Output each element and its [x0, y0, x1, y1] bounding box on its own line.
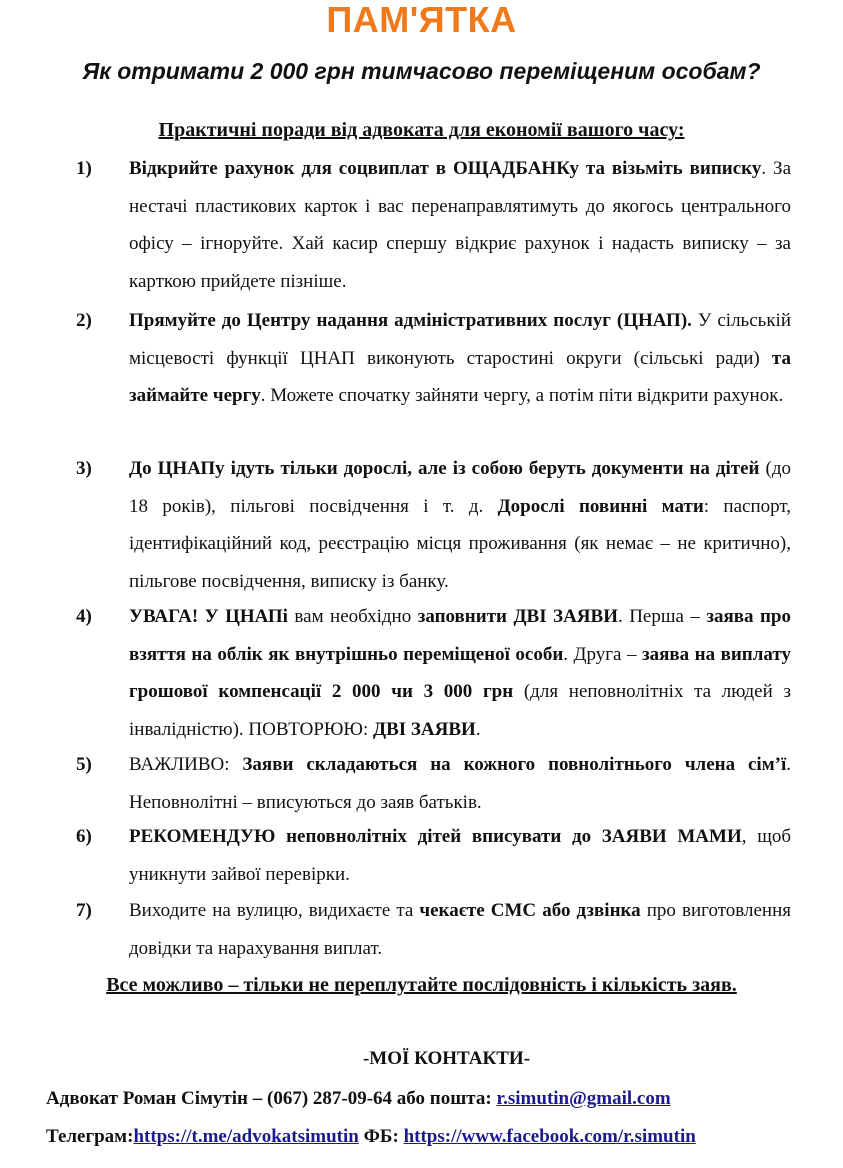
item-text [129, 450, 791, 600]
item-number: 2) [76, 310, 92, 331]
facebook-label: ФБ: [358, 1126, 404, 1147]
contact-line-social [46, 1124, 806, 1150]
item-text-bold: Дорослі повинні мати [497, 495, 704, 517]
item-number: 5) [76, 754, 92, 775]
item-number: 4) [76, 606, 92, 627]
facebook-link[interactable]: https://www.facebook.com/r.simutin [403, 1126, 696, 1147]
item-text-run: (для неповнолітніх та людей з інвалідністю). ПОВТОРЮЮ: [129, 681, 791, 740]
telegram-link[interactable]: https://t.me/advokatsimutin [133, 1126, 359, 1147]
item-text-run: (до 18 років), пільгові посвідчення і т. д. [129, 458, 792, 517]
item-text-bold: чекаєте СМС або дзвінка [419, 900, 641, 921]
contacts-heading: -МОЇ КОНТАКТИ- [362, 1048, 531, 1069]
item-text-bold: УВАГА! У ЦНАПі [129, 606, 288, 627]
item-text-run: про виготовлення довідки та нарахування виплат. [129, 900, 791, 959]
item-text-run: . Неповнолітні – вписуються до заяв батьків. [129, 754, 791, 813]
item-text [129, 598, 791, 748]
item-text-bold: ДВІ ЗАЯВИ [373, 718, 476, 740]
email-link[interactable]: r.simutin@gmail.com [496, 1088, 671, 1109]
tips-heading: Практичні поради від адвоката для економії вашого часу: [158, 119, 685, 141]
page-title: ПАМ'ЯТКА [326, 0, 517, 40]
item-text-run: : паспорт, ідентифікаційний код, реєстрацію місця проживання (як немає – не критично), пільгове посвідчення, виписку із банку. [129, 495, 791, 592]
item-number: 3) [76, 458, 92, 479]
item-text-run: У сільській місцевості функції ЦНАП виконують старостині округи (сільські ради) [129, 310, 791, 369]
item-text-run: . За нестачі пластикових карток і вас перенаправлятимуть до якогось центрального офісу – ігноруйте. Хай касир спершу відкриє рахунок і надасть виписку – за карткою прийдете пізніше. [129, 158, 792, 292]
item-text [129, 746, 791, 821]
final-note: Все можливо – тільки не переплутайте послідовність і кількість заяв. [106, 974, 737, 996]
item-text-run: . [475, 718, 481, 740]
item-text-run: , щоб уникнути зайвої перевірки. [129, 826, 791, 885]
item-text-bold: та займайте чергу [129, 347, 791, 406]
item-number: 6) [76, 826, 92, 847]
page-subtitle: Як отримати 2 000 грн тимчасово переміщеним особам? [82, 58, 761, 84]
item-text [129, 302, 791, 415]
item-text-run: . Можете спочатку зайняти чергу, а потім піти відкрити рахунок. [260, 385, 784, 406]
item-text-bold: заява про взяття на облік як внутрішньо переміщеної особи [129, 606, 791, 665]
item-text-bold: заповнити ДВІ ЗАЯВИ [417, 606, 618, 627]
item-text-run: . Друга – [563, 643, 642, 665]
item-text-bold: Заяви складаються на кожного повнолітнього члена сім’ї [242, 754, 787, 775]
telegram-label: Телеграм: [46, 1126, 134, 1147]
item-text-bold: РЕКОМЕНДУЮ неповнолітніх дітей вписувати до ЗАЯВИ МАМИ [129, 826, 742, 847]
item-text-run: . Перша – [617, 606, 707, 627]
contact-line-phone [46, 1086, 806, 1112]
item-number: 7) [76, 900, 92, 921]
item-text [129, 818, 791, 893]
item-text [129, 150, 791, 300]
item-text-run: вам необхідно [287, 606, 418, 627]
item-text [129, 892, 791, 967]
item-text-run: Виходите на вулицю, видихаєте та [129, 900, 420, 921]
item-text-bold: До ЦНАПу ідуть тільки дорослі, але із собою беруть документи на дітей [129, 458, 760, 479]
item-text-bold: Прямуйте до Центру надання адміністративних послуг (ЦНАП). [129, 310, 692, 331]
contact-phone-text: Адвокат Роман Сімутін – (067) 287-09-64 або пошта: [46, 1088, 497, 1109]
item-number: 1) [76, 158, 92, 179]
item-text-bold: Відкрийте рахунок для соцвиплат в ОЩАДБАНКу та візьміть виписку [129, 158, 762, 179]
item-text-bold: заява на виплату грошової компенсації 2 000 чи 3 000 грн [129, 643, 792, 702]
item-text-run: ВАЖЛИВО: [129, 754, 243, 775]
